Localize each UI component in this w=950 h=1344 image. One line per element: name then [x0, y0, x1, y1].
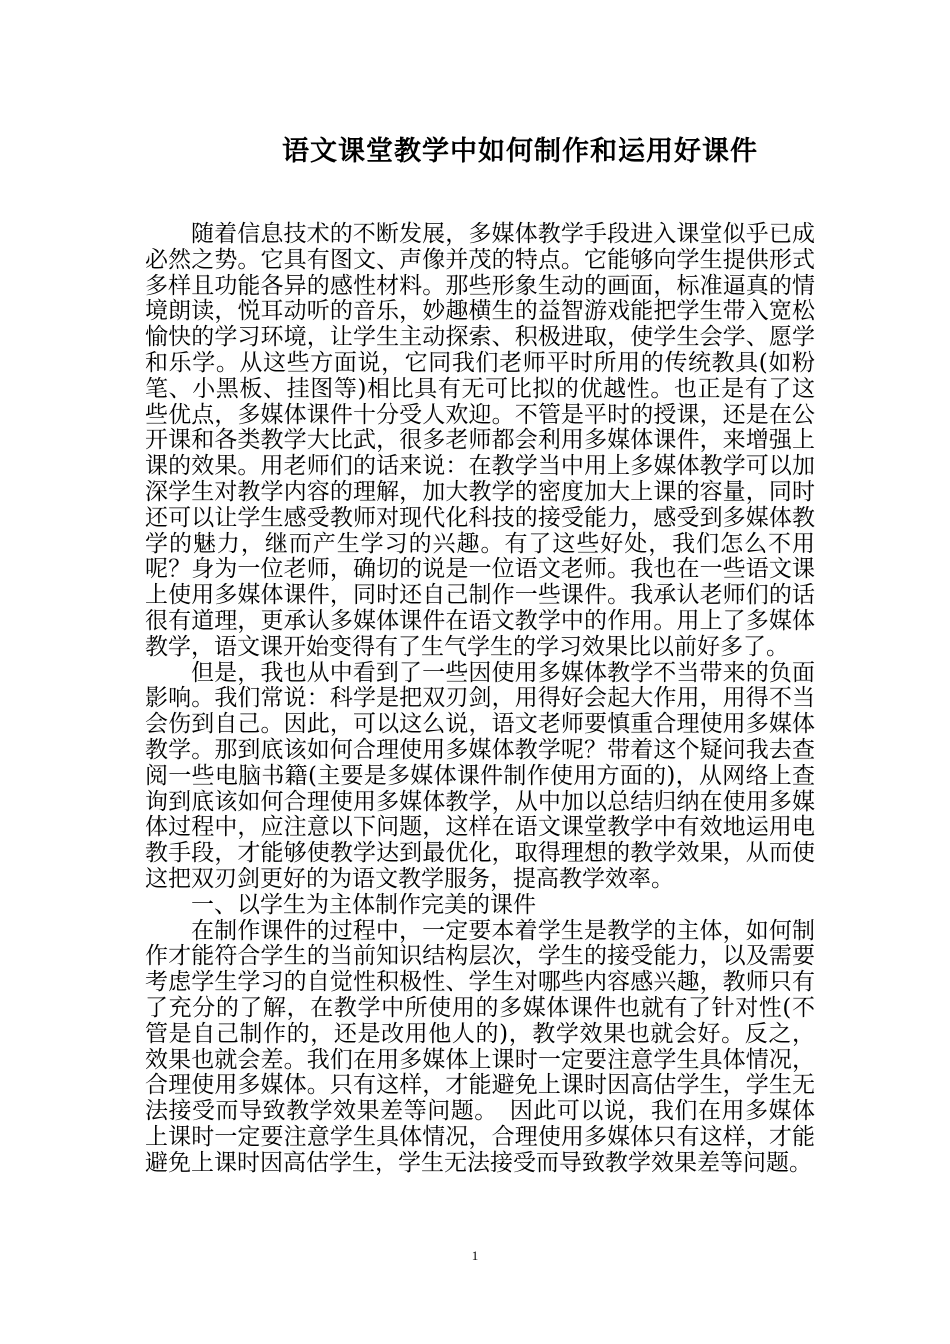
page-number: 1	[471, 1248, 479, 1263]
section-heading-1: 一、以学生为主体制作完美的课件	[191, 891, 536, 918]
document-body	[145, 222, 815, 1176]
paragraph-section-1: 在制作课件的过程中，一定要本着学生是教学的主体，如何制作才能符合学生的当前知识结构层次，学生的接受能力，以及需要考虑学生学习的自觉性积极性、学生对哪些内容感兴趣，教师只有了充分的了解，在教学中所使用的多媒体课件也就有了针对性(不管是自己制作的，还是改用他人的)，教学效果也就会好。反之，效果也就会差。我们在用多媒体上课时一定要注意学生具体情况，合理使用多媒体。只有这样，才能避免上课时因高估学生，学生无法接受而导致教学效果差等问题。 因此可以说，我们在用多媒体上课时一定要注意学生具体情况，合理使用多媒体只有这样，才能避免上课时因高估学生，学生无法接受而导致教学效果差等问题。	[145, 917, 815, 1176]
paragraph-intro: 随着信息技术的不断发展，多媒体教学手段进入课堂似乎已成必然之势。它具有图文、声像并茂的特点。它能够向学生提供形式多样且功能各异的感性材料。那些形象生动的画面，标准逼真的情境朗读，悦耳动听的音乐，妙趣横生的益智游戏能把学生带入宽松愉快的学习环境，让学生主动探索、积极进取，使学生会学、愿学和乐学。从这些方面说，它同我们老师平时所用的传统教具(如粉笔、小黑板、挂图等)相比具有无可比拟的优越性。也正是有了这些优点，多媒体课件十分受人欢迎。不管是平时的授课，还是在公开课和各类教学大比武，很多老师都会利用多媒体课件，来增强上课的效果。用老师们的话来说：在教学当中用上多媒体教学可以加深学生对教学内容的理解，加大教学的密度加大上课的容量，同时还可以让学生感受教师对现代化科技的接受能力，感受到多媒体教学的魅力，继而产生学习的兴趣。有了这些好处，我们怎么不用呢？身为一位老师，确切的说是一位语文老师。我也在一些语文课上使用多媒体课件，同时还自己制作一些课件。我承认老师们的话很有道理，更承认多媒体课件在语文教学中的作用。用上了多媒体教学，语文课开始变得有了生气学生的学习效果比以前好多了。	[145, 221, 815, 660]
paragraph-negative-effects: 但是，我也从中看到了一些因使用多媒体教学不当带来的负面影响。我们常说：科学是把双刃剑，用得好会起大作用，用得不当会伤到自己。因此，可以这么说，语文老师要慎重合理使用多媒体教学。那到底该如何合理使用多媒体教学呢？带着这个疑问我去查阅一些电脑书籍(主要是多媒体课件制作使用方面的)，从网络上查询到底该如何合理使用多媒体教学，从中加以总结归纳在使用多媒体过程中，应注意以下问题，这样在语文课堂教学中有效地运用电教手段，才能够使教学达到最优化，取得理想的教学效果，从而使这把双刃剑更好的为语文教学服务，提高教学效率。	[145, 659, 815, 892]
document-title: 语文课堂教学中如何制作和运用好课件	[282, 136, 758, 167]
